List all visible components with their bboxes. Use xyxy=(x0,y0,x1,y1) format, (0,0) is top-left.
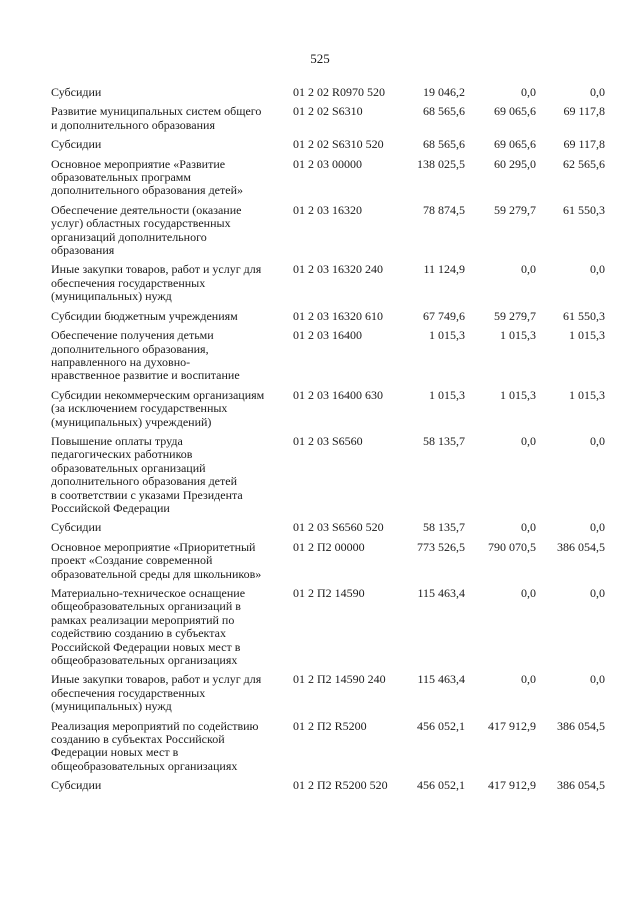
row-value-1: 11 124,9 xyxy=(423,262,465,277)
row-value-3: 61 550,3 xyxy=(563,308,605,323)
row-name: Повышение оплаты труда педагогических работников образовательных организаций дополнительного образования детей в соответствии с указами Президента Российской Федерации xyxy=(51,433,243,515)
row-value-1: 456 052,1 xyxy=(417,718,465,733)
row-value-3: 1 015,3 xyxy=(569,328,605,343)
budget-table xyxy=(51,86,626,799)
table-row xyxy=(51,435,626,515)
row-code: 01 2 03 16320 610 xyxy=(293,308,383,323)
row-value-3: 386 054,5 xyxy=(557,778,605,793)
row-value-1: 67 749,6 xyxy=(423,308,465,323)
row-value-2: 417 912,9 xyxy=(488,778,536,793)
page-number: 525 xyxy=(310,51,330,66)
row-value-1: 1 015,3 xyxy=(429,328,465,343)
row-value-3: 386 054,5 xyxy=(557,539,605,554)
row-value-3: 62 565,6 xyxy=(563,156,605,171)
row-code: 01 2 02 S6310 xyxy=(293,104,363,119)
row-code: 01 2 П2 R5200 520 xyxy=(293,778,388,793)
row-code: 01 2 03 S6560 xyxy=(293,433,363,448)
row-value-2: 59 279,7 xyxy=(494,202,536,217)
row-value-3: 0,0 xyxy=(590,262,605,277)
row-value-2: 0,0 xyxy=(521,520,536,535)
row-value-2: 60 295,0 xyxy=(494,156,536,171)
row-code: 01 2 П2 R5200 xyxy=(293,718,367,733)
row-value-1: 68 565,6 xyxy=(423,137,465,152)
table-row xyxy=(51,158,626,198)
table-row xyxy=(51,673,626,713)
row-value-2: 0,0 xyxy=(521,85,536,99)
table-row xyxy=(51,138,626,151)
row-value-2: 0,0 xyxy=(521,262,536,277)
table-row xyxy=(51,779,626,792)
row-code: 01 2 П2 14590 240 xyxy=(293,672,386,687)
row-value-2: 0,0 xyxy=(521,586,536,600)
row-value-2: 1 015,3 xyxy=(500,387,536,402)
row-value-1: 773 526,5 xyxy=(417,539,465,554)
row-name: Иные закупки товаров, работ и услуг для обеспечения государственных (муниципальных) нужд xyxy=(51,672,262,714)
row-value-1: 68 565,6 xyxy=(423,104,465,119)
row-code: 01 2 03 S6560 520 xyxy=(293,520,384,535)
row-value-1: 115 463,4 xyxy=(417,672,465,687)
row-value-2: 417 912,9 xyxy=(488,718,536,733)
row-code: 01 2 03 16320 240 xyxy=(293,262,383,277)
row-value-3: 386 054,5 xyxy=(557,718,605,733)
row-value-3: 69 117,8 xyxy=(563,137,605,152)
row-value-2: 69 065,6 xyxy=(494,137,536,152)
row-name: Основное мероприятие «Развитие образовательных программ дополнительного образования детей» xyxy=(51,156,243,198)
table-row xyxy=(51,204,626,258)
row-name: Обеспечение деятельности (оказание услуг) областных государственных организаций дополнительного образования xyxy=(51,202,242,258)
row-value-2: 1 015,3 xyxy=(500,328,536,343)
row-name: Субсидии xyxy=(51,778,102,793)
table-row xyxy=(51,86,626,99)
row-value-3: 61 550,3 xyxy=(563,202,605,217)
row-value-2: 69 065,6 xyxy=(494,104,536,119)
row-value-1: 58 135,7 xyxy=(423,433,465,448)
table-row xyxy=(51,310,626,323)
row-code: 01 2 03 16400 xyxy=(293,328,362,343)
row-value-2: 0,0 xyxy=(521,433,536,448)
row-value-3: 0,0 xyxy=(590,672,605,687)
row-value-2: 59 279,7 xyxy=(494,308,536,323)
row-value-3: 0,0 xyxy=(590,433,605,448)
row-code: 01 2 П2 14590 xyxy=(293,586,365,600)
row-name: Иные закупки товаров, работ и услуг для обеспечения государственных (муниципальных) нужд xyxy=(51,262,262,304)
row-name: Материально-техническое оснащение общеобразовательных организаций в рамках реализации мероприятий по содействию созданию в субъектах Российской Федерации новых мест в общеобразовательных организациях xyxy=(51,586,246,668)
row-code: 01 2 03 00000 xyxy=(293,156,362,171)
row-value-1: 19 046,2 xyxy=(423,85,465,99)
row-value-2: 0,0 xyxy=(521,672,536,687)
row-code: 01 2 03 16320 xyxy=(293,202,362,217)
row-value-1: 138 025,5 xyxy=(417,156,465,171)
row-name: Субсидии бюджетным учреждениям xyxy=(51,308,238,323)
table-row xyxy=(51,521,626,534)
table-row xyxy=(51,720,626,774)
row-name: Субсидии некоммерческим организациям (за исключением государственных (муниципальных) учреждений) xyxy=(51,387,265,429)
row-name: Субсидии xyxy=(51,137,102,152)
row-value-3: 69 117,8 xyxy=(563,104,605,119)
row-value-3: 1 015,3 xyxy=(569,387,605,402)
row-value-3: 0,0 xyxy=(590,586,605,600)
row-name: Субсидии xyxy=(51,85,102,99)
row-code: 01 2 П2 00000 xyxy=(293,539,365,554)
row-value-1: 456 052,1 xyxy=(417,778,465,793)
row-name: Реализация мероприятий по содействию созданию в субъектах Российской Федерации новых мест в общеобразовательных организациях xyxy=(51,718,259,773)
row-name: Обеспечение получения детьми дополнительного образования, направленного на духовно- нравственное развитие и воспитание xyxy=(51,328,240,383)
row-name: Субсидии xyxy=(51,520,102,535)
row-value-3: 0,0 xyxy=(590,520,605,535)
row-value-1: 58 135,7 xyxy=(423,520,465,535)
table-row xyxy=(51,263,626,303)
row-name: Развитие муниципальных систем общего и дополнительного образования xyxy=(51,104,262,132)
table-row xyxy=(51,541,626,581)
row-name: Основное мероприятие «Приоритетный проект «Создание современной образовательной среды для школьников» xyxy=(51,539,262,581)
row-code: 01 2 02 R0970 520 xyxy=(293,85,386,99)
table-row xyxy=(51,105,626,132)
table-row xyxy=(51,329,626,383)
table-row xyxy=(51,587,626,667)
row-code: 01 2 02 S6310 520 xyxy=(293,137,384,152)
row-code: 01 2 03 16400 630 xyxy=(293,387,383,402)
row-value-1: 78 874,5 xyxy=(423,202,465,217)
row-value-1: 115 463,4 xyxy=(417,586,465,600)
table-row xyxy=(51,389,626,429)
row-value-1: 1 015,3 xyxy=(429,387,465,402)
row-value-3: 0,0 xyxy=(590,85,605,99)
row-value-2: 790 070,5 xyxy=(488,539,536,554)
